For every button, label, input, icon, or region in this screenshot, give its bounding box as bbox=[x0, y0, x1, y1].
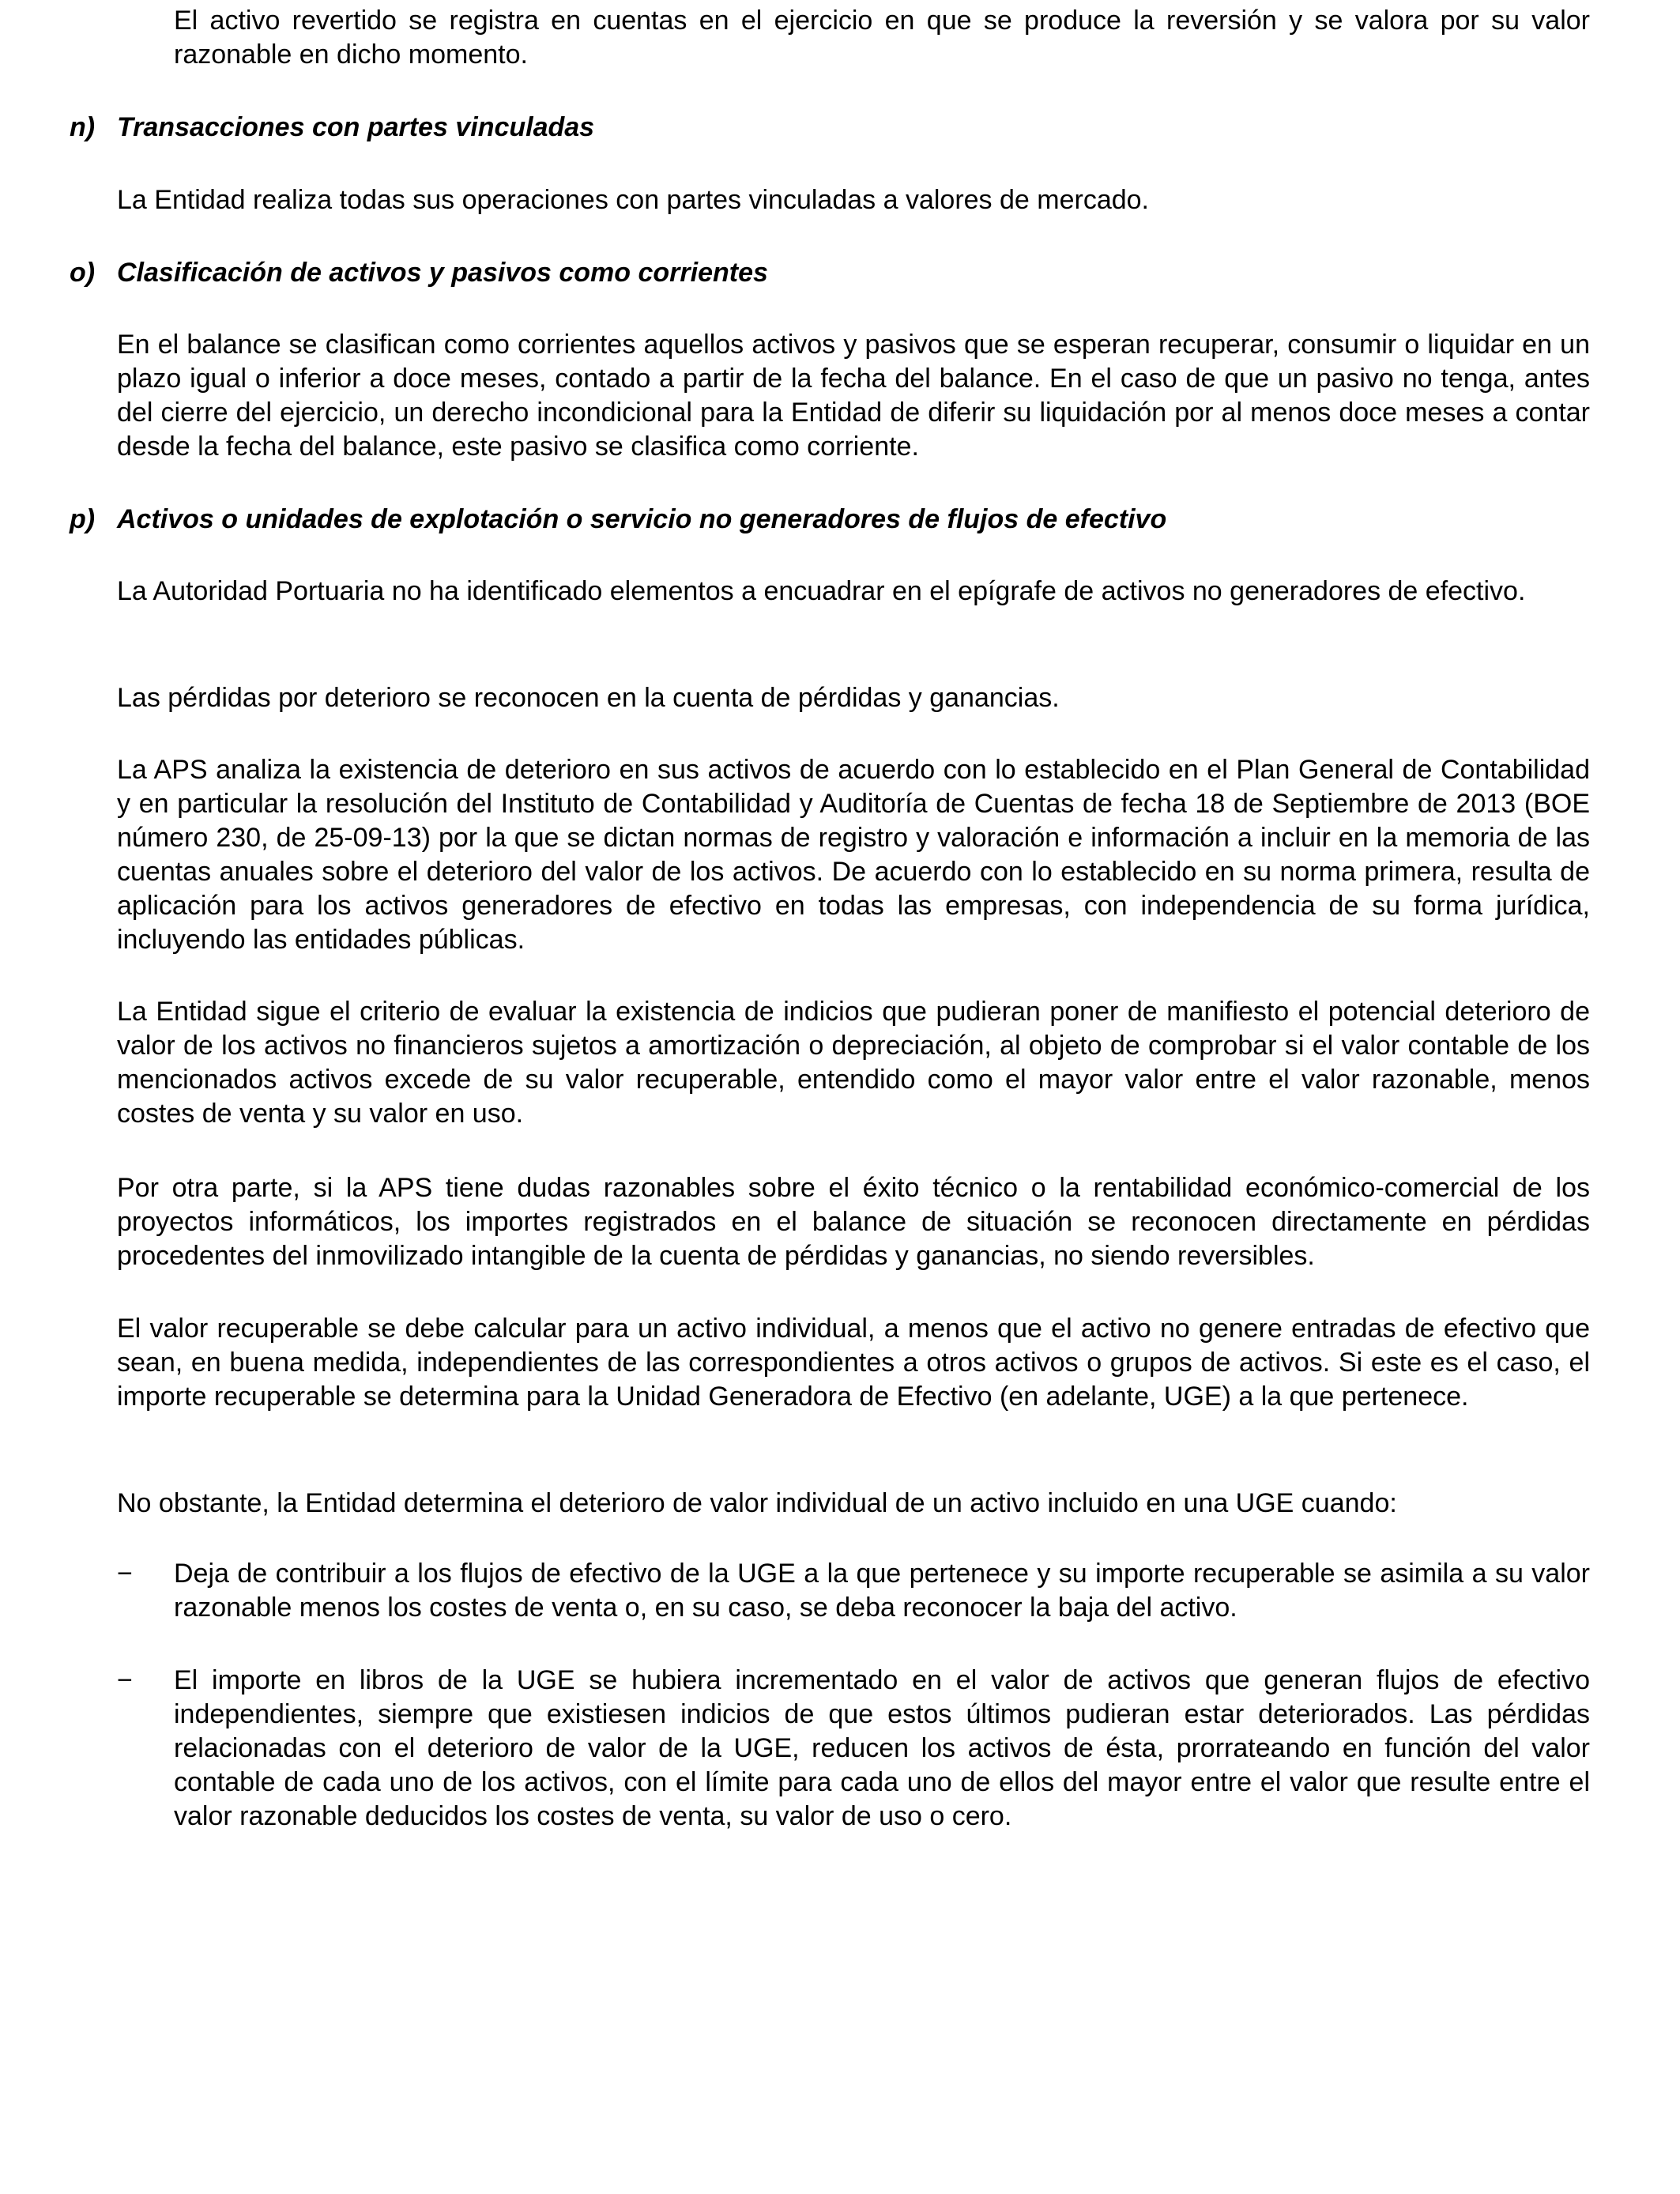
section-n-letter: n) bbox=[70, 112, 96, 142]
section-p-paragraph-2: Las pérdidas por deterioro se reconocen en la cuenta de pérdidas y ganancias. bbox=[117, 683, 1060, 713]
section-p-paragraph-7: No obstante, la Entidad determina el deterioro de valor individual de un activo incluido en una UGE cuando: bbox=[117, 1488, 1397, 1518]
bullet-1-marker: − bbox=[117, 1559, 133, 1589]
section-n-heading bbox=[70, 111, 1571, 145]
section-o-letter: o) bbox=[70, 258, 96, 288]
bullet-2-marker: − bbox=[117, 1665, 133, 1695]
section-n-title: Transacciones con partes vinculadas bbox=[117, 112, 595, 142]
top-paragraph: El activo revertido se registra en cuentas en el ejercicio en que se produce la reversión y se valora por su valor razonable en dicho momento. bbox=[174, 6, 1590, 70]
section-n-paragraph-1: La Entidad realiza todas sus operaciones con partes vinculadas a valores de mercado. bbox=[117, 185, 1149, 215]
section-p-paragraph-1: La Autoridad Portuaria no ha identificado elementos a encuadrar en el epígrafe de activos no generadores de efectivo. bbox=[117, 576, 1526, 606]
section-p-paragraph-5: Por otra parte, si la APS tiene dudas razonables sobre el éxito técnico o la rentabilidad económico-comercial de los proyectos informáticos, los importes registrados en el balance de situación se reconocen directamente en pérdidas procedentes del inmovilizado intangible de la cuenta de pérdidas y ganancias, no siendo reversibles. bbox=[117, 1173, 1590, 1271]
section-o-paragraph-1: En el balance se clasifican como corrientes aquellos activos y pasivos que se esperan recuperar, consumir o liquidar en un plazo igual o inferior a doce meses, contado a partir de la fecha del balance. En el caso de que un pasivo no tenga, antes del cierre del ejercicio, un derecho incondicional para la Entidad de diferir su liquidación por al menos doce meses a contar desde la fecha del balance, este pasivo se clasifica como corriente. bbox=[117, 330, 1590, 462]
section-p-heading bbox=[70, 503, 1571, 537]
bullet-2-text: El importe en libros de la UGE se hubiera incrementado en el valor de activos que generan flujos de efectivo independientes, siempre que existiesen indicios de que estos últimos pudieran estar deteriorados. Las pérdidas relacionadas con el deterioro de valor de la UGE, reducen los activos de ésta, prorrateando en función del valor contable de cada uno de los activos, con el límite para cada uno de ellos del mayor entre el valor que resulte entre el valor razonable deducidos los costes de venta, su valor de uso o cero. bbox=[174, 1665, 1590, 1831]
bullet-1-text: Deja de contribuir a los flujos de efectivo de la UGE a la que pertenece y su importe recuperable se asimila a su valor razonable menos los costes de venta o, en su caso, se deba reconocer la baja del activo. bbox=[174, 1559, 1590, 1623]
section-p-paragraph-6: El valor recuperable se debe calcular para un activo individual, a menos que el activo no genere entradas de efectivo que sean, en buena medida, independientes de las correspondientes a otros activos o grupos de activos. Si este es el caso, el importe recuperable se determina para la Unidad Generadora de Efectivo (en adelante, UGE) a la que pertenece. bbox=[117, 1314, 1590, 1412]
section-p-paragraph-4: La Entidad sigue el criterio de evaluar la existencia de indicios que pudieran poner de manifiesto el potencial deterioro de valor de los activos no financieros sujetos a amortización o depreciación, al objeto de comprobar si el valor contable de los mencionados activos excede de su valor recuperable, entendido como el mayor valor entre el valor razonable, menos costes de venta y su valor en uso. bbox=[117, 997, 1590, 1129]
section-p-letter: p) bbox=[70, 504, 96, 534]
section-p-paragraph-3: La APS analiza la existencia de deterioro en sus activos de acuerdo con lo establecido en el Plan General de Contabilidad y en particular la resolución del Instituto de Contabilidad y Auditoría de Cuentas de fecha 18 de Septiembre de 2013 (BOE número 230, de 25-09-13) por la que se dictan normas de registro y valoración e información a incluir en la memoria de las cuentas anuales sobre el deterioro del valor de los activos. De acuerdo con lo establecido en su norma primera, resulta de aplicación para los activos generadores de efectivo en todas las empresas, con independencia de su forma jurídica, incluyendo las entidades públicas. bbox=[117, 755, 1590, 955]
section-o-title: Clasificación de activos y pasivos como corrientes bbox=[117, 258, 768, 288]
section-p-title: Activos o unidades de explotación o servicio no generadores de flujos de efectivo bbox=[117, 504, 1167, 534]
section-o-heading bbox=[70, 256, 1571, 290]
